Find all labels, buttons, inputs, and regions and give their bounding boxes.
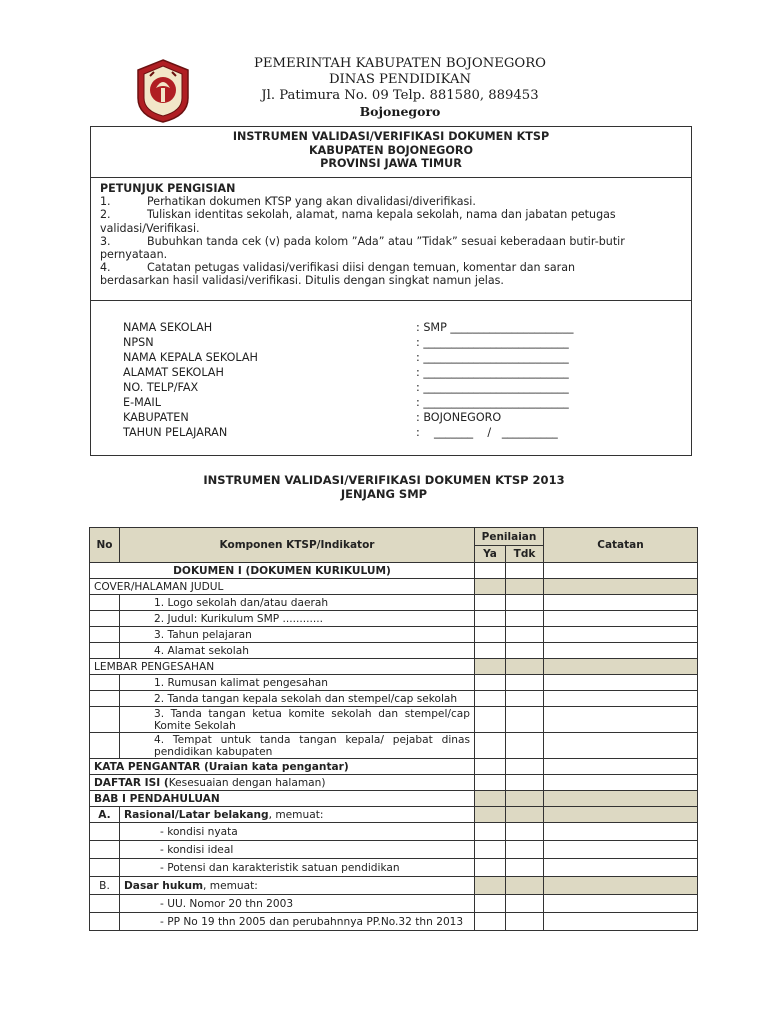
table-row (90, 913, 698, 931)
petunjuk-num: 1. (100, 195, 111, 209)
header-no: No (90, 528, 120, 563)
check-tdk[interactable] (506, 841, 544, 859)
identity-label: ALAMAT SEKOLAH (123, 366, 224, 379)
subsection-rasional (120, 807, 475, 823)
check-ya[interactable] (475, 895, 506, 913)
indicator: - PP No 19 thn 2005 dan perubahnnya PP.No.32 thn 2013 (120, 913, 475, 931)
table-row (90, 775, 698, 791)
catatan-cell[interactable] (544, 823, 698, 841)
check-ya[interactable] (475, 707, 506, 733)
petunjuk-continuation: berdasarkan hasil validasi/verifikasi. Ditulis dengan singkat namun jelas. (100, 274, 504, 288)
catatan-cell[interactable] (544, 707, 698, 733)
petunjuk-num: 2. (100, 208, 111, 222)
check-tdk[interactable] (506, 759, 544, 775)
check-ya[interactable] (475, 759, 506, 775)
letterhead-line2: DINAS PENDIDIKAN (328, 72, 472, 87)
check-tdk[interactable] (506, 627, 544, 643)
table-row (90, 707, 698, 733)
indicator: - kondisi ideal (120, 841, 475, 859)
identity-row (123, 351, 683, 365)
section-cover: COVER/HALAMAN JUDUL (90, 579, 475, 595)
header-ya: Ya (475, 546, 506, 563)
identity-label: NO. TELP/FAX (123, 381, 199, 394)
letterhead-text (230, 56, 570, 120)
checklist-title: INSTRUMEN VALIDASI/VERIFIKASI DOKUMEN KTSP 2013 (203, 473, 565, 487)
identity-section (91, 301, 691, 455)
petunjuk-continuation: pernyataan. (100, 248, 168, 262)
daftar-isi-paren: ( (160, 776, 169, 789)
dasar-hukum-desc: , memuat: (203, 879, 258, 892)
catatan-cell[interactable] (544, 859, 698, 877)
indicator: - UU. Nomor 20 thn 2003 (120, 895, 475, 913)
catatan-cell[interactable] (544, 595, 698, 611)
table-row (90, 895, 698, 913)
indicator: 2. Judul: Kurikulum SMP ............ (120, 611, 475, 627)
petunjuk-num: 3. (100, 234, 111, 248)
check-tdk[interactable] (506, 611, 544, 627)
table-row (90, 579, 698, 595)
table-row (90, 841, 698, 859)
catatan-cell[interactable] (544, 611, 698, 627)
petunjuk-text: Perhatikan dokumen KTSP yang akan divalidasi/diverifikasi. (147, 195, 476, 209)
petunjuk-section (91, 178, 691, 301)
identity-value: : _______ / __________ (416, 426, 558, 439)
identity-value: : __________________________ (416, 381, 569, 394)
identity-value: : __________________________ (416, 351, 569, 364)
indicator: - kondisi nyata (120, 823, 475, 841)
item-no: A. (90, 807, 120, 823)
petunjuk-continuation: validasi/Verifikasi. (100, 221, 200, 235)
check-ya[interactable] (475, 775, 506, 791)
check-tdk[interactable] (506, 859, 544, 877)
catatan-cell[interactable] (544, 759, 698, 775)
indicator: 4. Tempat untuk tanda tangan kepala/ pejabat dinas pendidikan kabupaten (120, 733, 475, 759)
check-ya[interactable] (475, 611, 506, 627)
identity-row (123, 426, 683, 440)
identity-label: NPSN (123, 336, 154, 349)
dokumen-heading: DOKUMEN I (DOKUMEN KURIKULUM) (90, 563, 475, 579)
table-row (90, 595, 698, 611)
catatan-cell[interactable] (544, 691, 698, 707)
check-tdk[interactable] (506, 775, 544, 791)
check-tdk[interactable] (506, 595, 544, 611)
identity-value: : __________________________ (416, 336, 569, 349)
check-tdk[interactable] (506, 733, 544, 759)
instrument-titles (91, 127, 691, 178)
check-ya[interactable] (475, 643, 506, 659)
petunjuk-num: 4. (100, 261, 111, 275)
catatan-cell[interactable] (544, 627, 698, 643)
instrument-kabupaten: KABUPATEN BOJONEGORO (309, 143, 473, 157)
petunjuk-item (100, 235, 681, 248)
check-tdk[interactable] (506, 691, 544, 707)
petunjuk-text: Bubuhkan tanda cek (v) pada kolom ”Ada” atau ”Tidak” sesuai keberadaan butir-butir (147, 234, 625, 248)
check-tdk[interactable] (506, 675, 544, 691)
petunjuk-text: Catatan petugas validasi/verifikasi diisi dengan temuan, komentar dan saran (147, 261, 576, 275)
table-row (90, 807, 698, 823)
catatan-cell[interactable] (544, 775, 698, 791)
check-tdk[interactable] (506, 913, 544, 931)
dasar-hukum-label: Dasar hukum (124, 879, 204, 892)
section-daftar-isi (90, 775, 475, 791)
check-ya[interactable] (475, 841, 506, 859)
letterhead-line1: PEMERINTAH KABUPATEN BOJONEGORO (254, 56, 546, 71)
check-ya[interactable] (475, 859, 506, 877)
identity-row (123, 381, 683, 395)
indicator: 4. Alamat sekolah (120, 643, 475, 659)
petunjuk-text: Tuliskan identitas sekolah, alamat, nama kepala sekolah, nama dan jabatan petugas (147, 208, 616, 222)
instrument-header-box (90, 126, 692, 456)
header-komponen: Komponen KTSP/Indikator (120, 528, 475, 563)
indicator: 1. Rumusan kalimat pengesahan (120, 675, 475, 691)
indicator: - Potensi dan karakteristik satuan pendidikan (120, 859, 475, 877)
rasional-desc: , memuat: (268, 808, 324, 821)
table-row (90, 759, 698, 775)
identity-value: : __________________________ (416, 366, 569, 379)
instrument-title: INSTRUMEN VALIDASI/VERIFIKASI DOKUMEN KTSP (232, 130, 550, 143)
rasional-label: Rasional/Latar belakang (124, 808, 269, 821)
indicator: 1. Logo sekolah dan/atau daerah (120, 595, 475, 611)
table-row (90, 675, 698, 691)
catatan-cell[interactable] (544, 563, 698, 579)
instrument-provinsi: PROVINSI JAWA TIMUR (320, 157, 462, 170)
check-ya[interactable] (475, 595, 506, 611)
petunjuk-item (100, 195, 681, 208)
catatan-cell[interactable] (544, 895, 698, 913)
catatan-cell[interactable] (544, 675, 698, 691)
indicator: 3. Tanda tangan ketua komite sekolah dan stempel/cap Komite Sekolah (120, 707, 475, 733)
letterhead-city: Bojonegoro (359, 104, 441, 119)
check-tdk[interactable] (506, 563, 544, 579)
table-row (90, 733, 698, 759)
indicator: 3. Tahun pelajaran (120, 627, 475, 643)
identity-label: KABUPATEN (123, 411, 189, 424)
check-ya[interactable] (475, 563, 506, 579)
checklist-subtitle (0, 473, 768, 501)
bojonegoro-emblem-icon (134, 58, 192, 124)
check-tdk[interactable] (506, 895, 544, 913)
catatan-cell[interactable] (544, 643, 698, 659)
check-ya[interactable] (475, 913, 506, 931)
header-catatan: Catatan (544, 528, 698, 563)
check-ya[interactable] (475, 823, 506, 841)
table-row (90, 877, 698, 895)
identity-row (123, 396, 683, 410)
check-tdk[interactable] (506, 707, 544, 733)
subsection-dasar-hukum (120, 877, 475, 895)
table-row (90, 643, 698, 659)
table-row (90, 659, 698, 675)
checklist-table (89, 527, 698, 931)
letterhead (0, 50, 768, 122)
indicator: 2. Tanda tangan kepala sekolah dan stempel/cap sekolah (120, 691, 475, 707)
catatan-cell[interactable] (544, 913, 698, 931)
section-lembar: LEMBAR PENGESAHAN (90, 659, 475, 675)
daftar-isi-label: DAFTAR ISI (94, 776, 161, 789)
check-tdk[interactable] (506, 643, 544, 659)
table-row (90, 611, 698, 627)
table-row (90, 791, 698, 807)
identity-row (123, 411, 683, 425)
table-row (90, 859, 698, 877)
header-tdk: Tdk (506, 546, 544, 563)
identity-row (123, 321, 683, 335)
catatan-cell[interactable] (544, 841, 698, 859)
petunjuk-item (100, 208, 681, 221)
identity-row (123, 366, 683, 380)
identity-label: E-MAIL (123, 396, 161, 409)
table-row (90, 691, 698, 707)
check-ya[interactable] (475, 691, 506, 707)
check-tdk[interactable] (506, 823, 544, 841)
section-bab-1: BAB I PENDAHULUAN (90, 791, 475, 807)
daftar-isi-desc: Kesesuaian dengan halaman) (168, 776, 326, 789)
table-row (90, 627, 698, 643)
identity-value: : __________________________ (416, 396, 569, 409)
check-ya[interactable] (475, 627, 506, 643)
check-ya[interactable] (475, 733, 506, 759)
catatan-cell[interactable] (544, 733, 698, 759)
petunjuk-item (100, 261, 681, 274)
identity-label: TAHUN PELAJARAN (123, 426, 228, 439)
identity-label: NAMA SEKOLAH (123, 321, 213, 334)
item-no: B. (90, 877, 120, 895)
identity-value: : SMP ______________________ (416, 321, 574, 334)
header-penilaian: Penilaian (475, 528, 544, 546)
check-ya[interactable] (475, 675, 506, 691)
identity-value: : BOJONEGORO (416, 411, 502, 424)
section-kata-pengantar: KATA PENGANTAR (Uraian kata pengantar) (90, 759, 475, 775)
petunjuk-heading: PETUNJUK PENGISIAN (100, 182, 236, 195)
letterhead-address: Jl. Patimura No. 09 Telp. 881580, 889453 (261, 88, 539, 103)
table-row (90, 563, 698, 579)
identity-row (123, 336, 683, 350)
identity-label: NAMA KEPALA SEKOLAH (123, 351, 258, 364)
checklist-level: JENJANG SMP (340, 487, 428, 501)
table-row (90, 823, 698, 841)
